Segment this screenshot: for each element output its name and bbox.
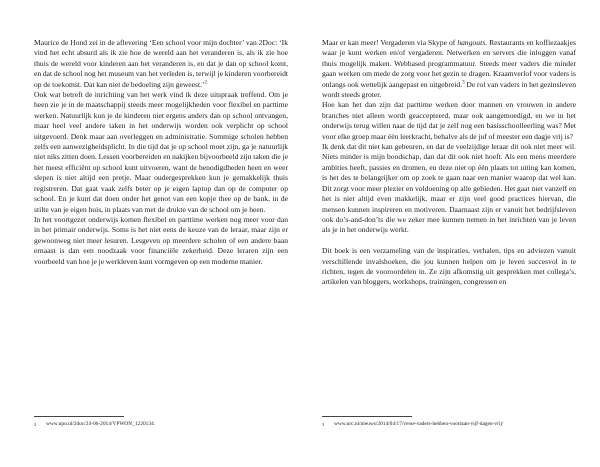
paragraph-meer-tail: De rol van vaders in het gezinsleven wordt steeds groter. (322, 79, 576, 100)
paragraph-boek: Dit boek is een verzameling van de inspiraties, verhalen, tips en adviezen vanuit verschillende invalshoeken, die jou kunnen helpen om je leven succesvol in te richten, tegen de vooroordelen in. Ze zijn afkomstig uit gesprekken met collega’s, artikelen van bloggers, workshops, trainingen, congressen en (322, 246, 576, 287)
footnote-ref-2: 2 (204, 80, 208, 86)
footnote-number: 3 (322, 422, 325, 427)
paragraph-voortgezet: In het voortgezet onderwijs komen flexibel en parttime werken nog meer voor dan in het primair onderwijs. Soms is het niet eens de keuze van de leraar, maar zijn er gewoonweg niet meer lesuren. Lesgeven op meerdere scholen of een andere baan ernaast is dan een noodzaak voor financiële zekerheid. Deze leraren zijn een voorbeeld van hoe je je werkleven kunt vormgeven op een moderne manier. (34, 214, 288, 266)
paragraph-meer-lead: Maar er kan meer! Vergaderen via Skype of (322, 38, 458, 47)
paragraph-parttime: Hoe kan het dan zijn dat parttime werken door mannen en vrouwen in andere branches niet alleen wordt geaccepteerd, maar ook aangemoedigd, en we in het onderwijs terug willen naar de tijd dat je zelf nog een basisschoolleerling was? Met voor elke groep maar één leerkracht, behalve als de juf of meester een dagje vrij is? (322, 100, 576, 141)
footnote-number: 2 (34, 422, 37, 427)
paragraph-meer-rest: . Restaurants en koffiezaakjes waar je kunt werken en/of vergaderen. Netwerken en servers die inloggen vanaf thuis mogelijk maken. Webbased programmatuur. Steeds meer vaders die minder gaan werken om mede de zorg voor het gezin te dragen. Kraamverlof voor vaders is onlangs ook wettelijk aangepast en uitgebreid. (322, 38, 576, 89)
footnote-right (322, 416, 576, 428)
right-page (322, 38, 576, 288)
paragraph-quote-text: Maurice de Hond zei in de aflevering ‘Een school voor mijn dochter’ van 2Doc: ‘Ik vind het echt absurd als ik zie hoe de wereld aan het veranderen is, als ik zie hoe thuis de wereld voor kinderen aan het veranderen is, en dat je dan op school komt, en dat de school nog het museum van het verleden is, terwijl je kinderen voorbereidt op de toekomst. Dat kan niet de bedoeling zijn geweest.’ (34, 38, 288, 89)
footnote-ref-3: 3 (462, 80, 465, 86)
footnote-rule (34, 416, 124, 417)
footnote-left (34, 416, 288, 428)
footnote-rule (322, 416, 412, 417)
left-page (34, 38, 288, 267)
paragraph-quote (34, 38, 288, 90)
paragraph-meer (322, 38, 576, 100)
footnote-text: www.npo.nl/2doc/24-06-2014/VPWON_1220134. (46, 421, 156, 427)
paragraph-inrichting: Ook wat betreft de inrichting van het werk vind ik deze uitspraak treffend. Om je heen zie je in de maatschappij steeds meer mogelijkheden voor flexibel en parttime werken. Natuurlijk kun je de kinderen niet ergens anders dan op school ontvangen, maar heel veel andere taken in het onderwijs worden ook verplicht op school uitgevoerd. Denk maar aan overleggen en administratie. Sommige scholen hebben zelfs een aanwezigheidsplicht. In die tijd dat je op school moet zijn, ga je natuurlijk niet niks zitten doen. Lessen voorbereiden en nakijken bijvoorbeeld zijn taken die je het meest efficiënt op school kunt uitvoeren, want de benodigdheden heen en weer slepen is niet altijd een pretje. Maar oudergesprekken kun je gemakkelijk thuis registreren. Dat gaat vaak zelfs beter op je eigen laptop dan op de computer op school. En je kunt dat doen onder het genot van een kopje thee op de bank, in de stilte van je eigen huis, in plaats van met de drukte van de school om je heen. (34, 90, 288, 214)
paragraph-meer-italic: hangouts (457, 38, 486, 47)
paragraph-veelzijdig: Ik denk dat dit niet kan gebeuren, en dat de veelzijdige leraar dit ook niet meer wil. Niets minder is mijn boodschap, dan dat dit ook niet hoeft. Als een mens meerdere ambities heeft, passies en dromen, en deze niet op één plaats tot uiting kan komen, is het des te belangrijker om op zoek te gaan naar een manier waarop dat wel kan. Dit zorgt voor meer plezier en voldoening op alle gebieden. Het gaat niet vanzelf en het is niet altijd even makkelijk, maar er zijn veel good practices hiervan, die mensen kunnen inspireren en motiveren. Daarnaast zijn er vanuit het bedrijfsleven ook do’s-and-don’ts die we zeker mee kunnen nemen in het inrichten van je leven als je in het onderwijs werkt. (322, 142, 576, 235)
footnote-text: www.nrc.nl/nieuws/2014/04/17/verse-vaders-hebben-voortaan-vijf-dagen-vrij/ (334, 421, 504, 427)
